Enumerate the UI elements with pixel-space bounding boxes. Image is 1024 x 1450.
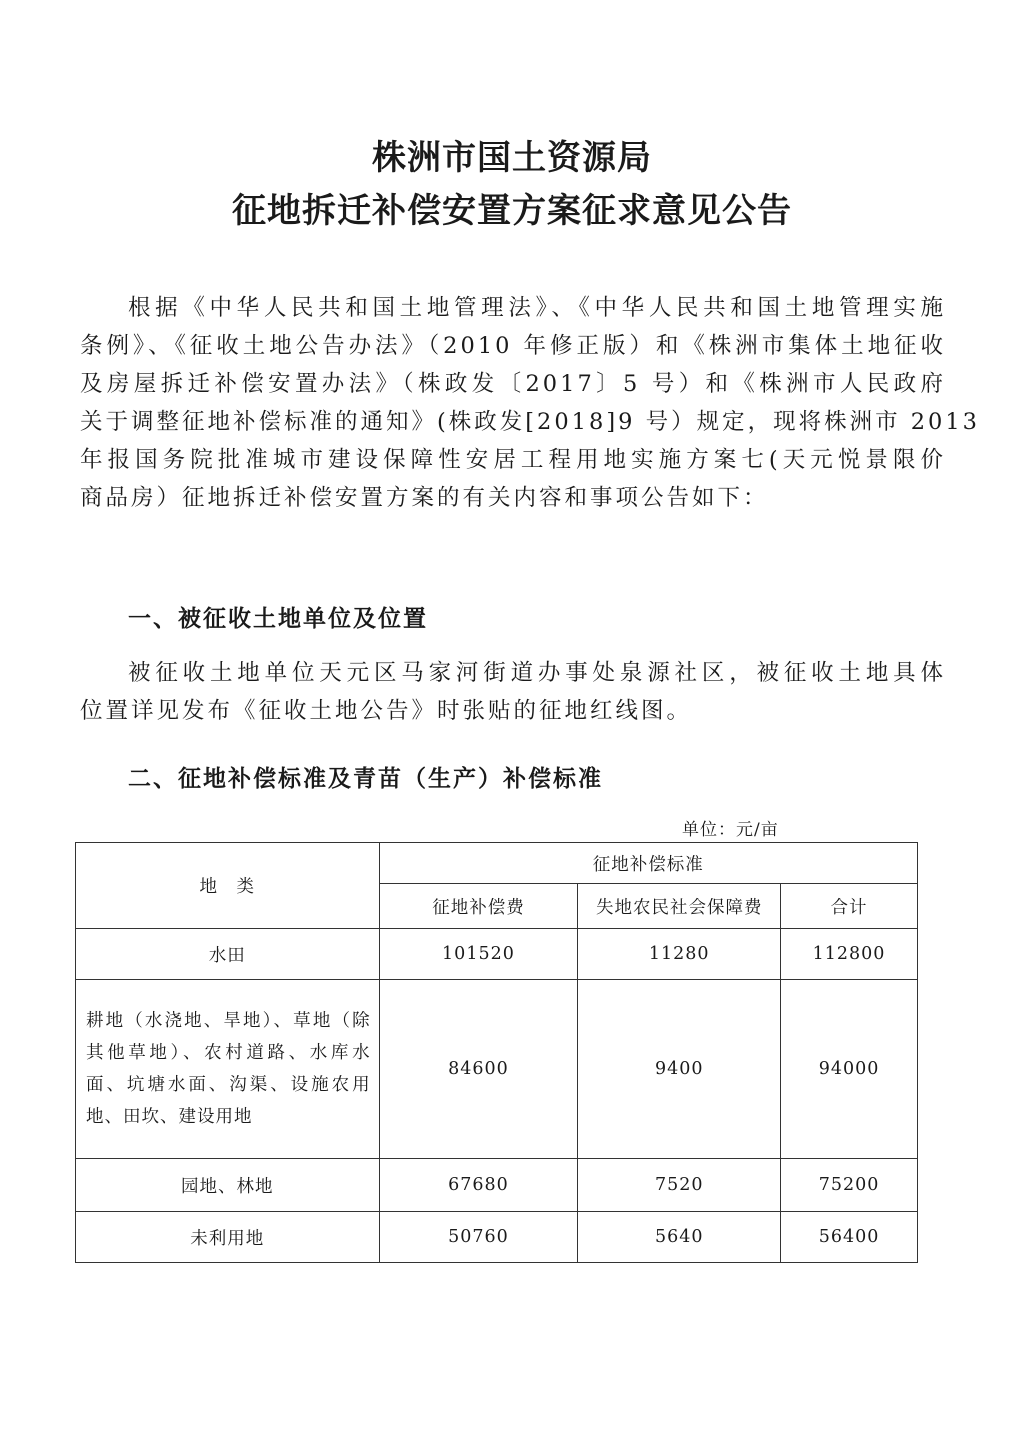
intro-line: 年报国务院批准城市建设保障性安居工程用地实施方案七(天元悦景限价 bbox=[80, 447, 946, 473]
header-land-category: 地 类 bbox=[76, 843, 380, 929]
cell-compensation: 67680 bbox=[379, 1159, 578, 1212]
cell-category: 园地、林地 bbox=[76, 1159, 380, 1212]
cell-social-security: 7520 bbox=[578, 1159, 781, 1212]
section1-heading: 一、被征收土地单位及位置 bbox=[128, 606, 428, 632]
cell-compensation: 84600 bbox=[379, 980, 578, 1159]
document-title-line2: 征地拆迁补偿安置方案征求意见公告 bbox=[232, 191, 792, 231]
header-compensation-fee: 征地补偿费 bbox=[379, 884, 578, 929]
header-compensation-standard: 征地补偿标准 bbox=[379, 843, 917, 884]
header-social-security-fee: 失地农民社会保障费 bbox=[578, 884, 781, 929]
cell-category: 未利用地 bbox=[76, 1212, 380, 1263]
cell-total: 94000 bbox=[781, 980, 918, 1159]
cell-social-security: 11280 bbox=[578, 929, 781, 980]
cell-category-text: 耕地（水浇地、旱地）、草地（除其他草地）、农村道路、水库水面、坑塘水面、沟渠、设施农用地、田坎、建设用地 bbox=[86, 1011, 371, 1127]
cell-total: 75200 bbox=[781, 1159, 918, 1212]
intro-line: 及房屋拆迁补偿安置办法》（株政发〔2017〕5 号）和《株洲市人民政府 bbox=[80, 371, 946, 397]
cell-total: 56400 bbox=[781, 1212, 918, 1263]
document-title-line1: 株洲市国土资源局 bbox=[372, 138, 652, 178]
section1-line: 位置详见发布《征收土地公告》时张贴的征地红线图。 bbox=[80, 698, 693, 724]
cell-compensation: 101520 bbox=[379, 929, 578, 980]
table-row bbox=[76, 1159, 918, 1212]
compensation-table bbox=[75, 842, 918, 1263]
unit-label: 单位：元/亩 bbox=[682, 820, 779, 840]
intro-line: 条例》、《征收土地公告办法》（2010 年修正版）和《株洲市集体土地征收 bbox=[80, 333, 946, 359]
section2-heading: 二、征地补偿标准及青苗（生产）补偿标准 bbox=[128, 766, 603, 792]
intro-paragraph bbox=[80, 289, 980, 517]
cell-total: 112800 bbox=[781, 929, 918, 980]
cell-category bbox=[76, 980, 380, 1159]
section1-line: 被征收土地单位天元区马家河街道办事处泉源社区，被征收土地具体 bbox=[128, 660, 946, 686]
cell-category: 水田 bbox=[76, 929, 380, 980]
table-row bbox=[76, 929, 918, 980]
intro-line: 商品房）征地拆迁补偿安置方案的有关内容和事项公告如下： bbox=[80, 485, 769, 511]
intro-line: 根据《中华人民共和国土地管理法》、《中华人民共和国土地管理实施 bbox=[128, 295, 946, 321]
header-total: 合计 bbox=[781, 884, 918, 929]
table-header-row bbox=[76, 843, 918, 884]
cell-social-security: 9400 bbox=[578, 980, 781, 1159]
table-row bbox=[76, 980, 918, 1159]
table-row bbox=[76, 1212, 918, 1263]
intro-line: 关于调整征地补偿标准的通知》(株政发[2018]9 号）规定，现将株洲市 2013 bbox=[80, 409, 980, 435]
cell-social-security: 5640 bbox=[578, 1212, 781, 1263]
cell-compensation: 50760 bbox=[379, 1212, 578, 1263]
section1-paragraph bbox=[80, 654, 946, 730]
